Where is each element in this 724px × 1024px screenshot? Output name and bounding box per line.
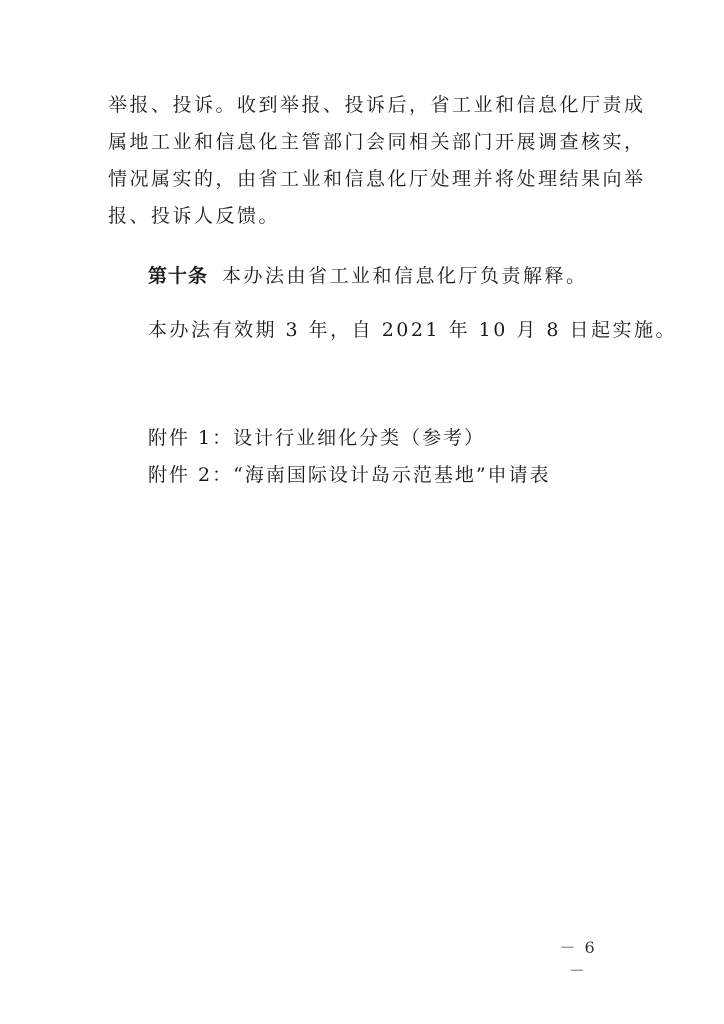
validity-paragraph: 本办法有效期 3 年，自 2021 年 10 月 8 日起实施。 — [148, 319, 678, 341]
article-ten — [148, 258, 668, 295]
attachment-item: 附件 1：设计行业细化分类（参考） — [148, 427, 486, 449]
article-number: 第十条 — [148, 265, 209, 287]
attachment-list — [148, 420, 551, 494]
article-text: 本办法由省工业和信息化厅负责解释。 — [222, 265, 588, 287]
paragraph-line: 举报、投诉。收到举报、投诉后，省工业和信息化厅责成 — [108, 94, 646, 116]
attachment-item: 附件 2：“海南国际设计岛示范基地”申请表 — [148, 464, 551, 486]
paragraph-line: 报、投诉人反馈。 — [108, 205, 281, 227]
page-number: － 6 － — [559, 938, 597, 980]
paragraph-line: 情况属实的，由省工业和信息化厅处理并将处理结果向举 — [108, 168, 646, 190]
paragraph-line: 属地工业和信息化主管部门会同相关部门开展调查核实， — [108, 131, 646, 153]
paragraph-report-handling — [108, 87, 646, 235]
